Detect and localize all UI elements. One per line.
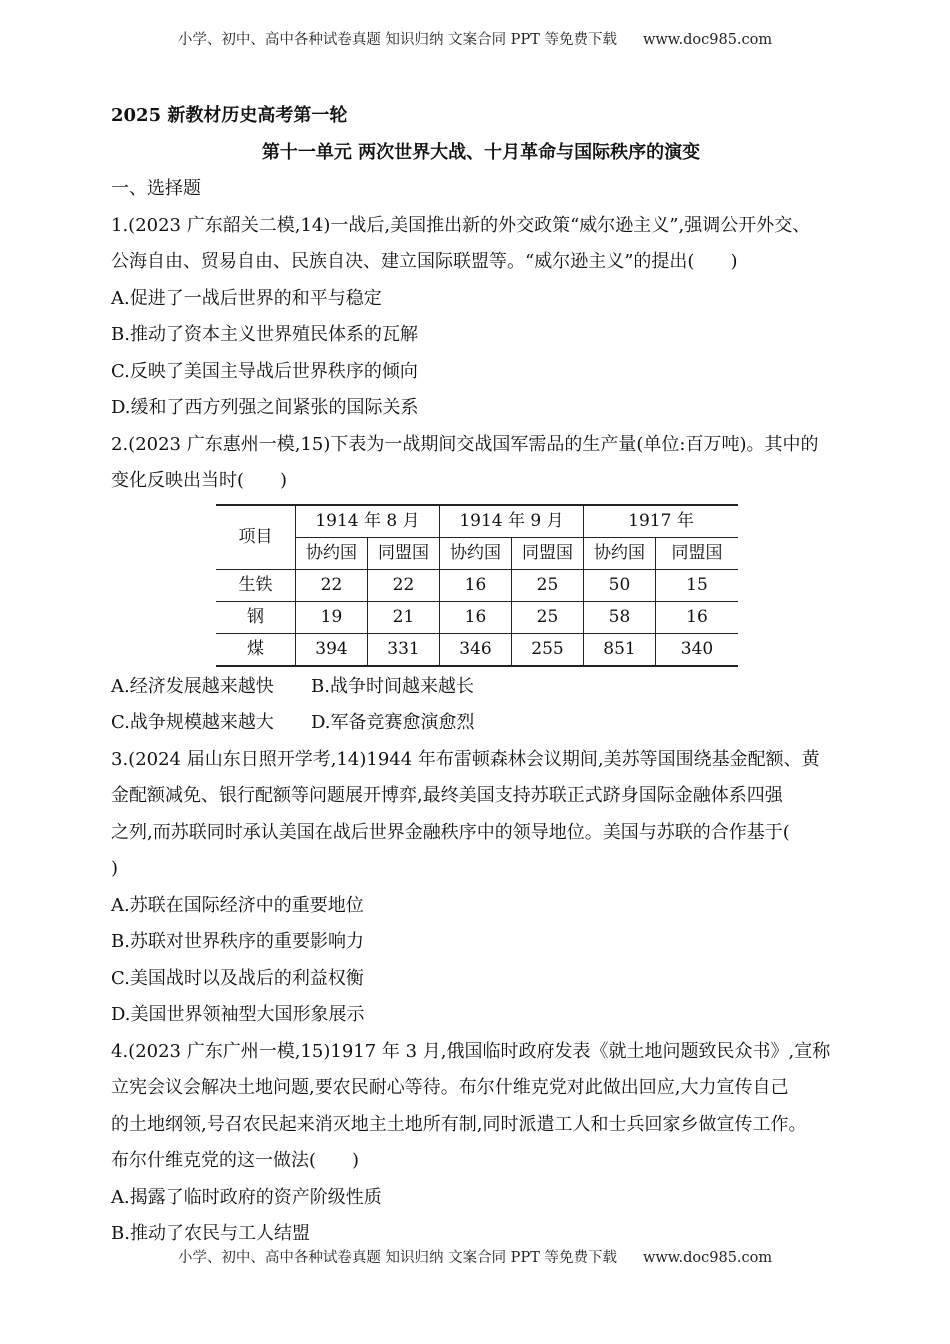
- question-4: [111, 1034, 851, 1253]
- row-label: 生铁: [216, 569, 296, 601]
- question-3: [111, 742, 851, 1034]
- series-title: 2025 新教材历史高考第一轮: [111, 105, 348, 126]
- question-stem-line: 变化反映出当时( ): [111, 470, 288, 491]
- option-c: C.美国战时以及战后的利益权衡: [111, 967, 364, 989]
- section-heading: 一、选择题: [111, 178, 201, 199]
- table-cell: 25: [512, 601, 584, 633]
- table-row: [216, 633, 738, 666]
- footer-site[interactable]: www.doc985.com: [642, 1250, 773, 1266]
- option-b: B.战争时间越来越长: [311, 675, 474, 697]
- option-b: B.推动了农民与工人结盟: [111, 1223, 310, 1244]
- question-stem-line: 之列,而苏联同时承认美国在战后世界金融秩序中的领导地位。美国与苏联的合作基于(: [111, 821, 790, 843]
- option-d: D.美国世界领袖型大国形象展示: [111, 1004, 365, 1025]
- side-header: 协约国: [584, 537, 656, 569]
- row-label: 钢: [216, 601, 296, 633]
- table-cell: 15: [656, 569, 739, 601]
- option-a: A.苏联在国际经济中的重要地位: [111, 894, 364, 916]
- table-cell: 22: [368, 569, 440, 601]
- question-stem-line: 2.(2023 广东惠州一模,15)下表为一战期间交战国军需品的生产量(单位:百万吨)。其中的: [111, 433, 819, 455]
- option-d: D.军备竞赛愈演愈烈: [311, 712, 475, 733]
- option-c: C.反映了美国主导战后世界秩序的倾向: [111, 360, 418, 382]
- table-row: [216, 569, 738, 601]
- unit-title: 第十一单元 两次世界大战、十月革命与国际秩序的演变: [261, 141, 701, 163]
- option-row: [111, 705, 851, 742]
- question-1: [111, 208, 851, 427]
- page-header: [0, 28, 950, 49]
- option-d: D.缓和了西方列强之间紧张的国际关系: [111, 397, 419, 418]
- option-a: A.经济发展越来越快: [111, 675, 274, 697]
- period-header: 1917 年: [584, 505, 739, 538]
- table-cell: 331: [368, 633, 440, 666]
- question-stem-line: 金配额减免、银行配额等问题展开博弈,最终美国支持苏联正式跻身国际金融体系四强: [111, 785, 783, 806]
- table-cell: 19: [296, 601, 368, 633]
- header-text: 小学、初中、高中各种试卷真题 知识归纳 文案合同 PPT 等免费下载: [177, 32, 617, 48]
- option-b: B.苏联对世界秩序的重要影响力: [111, 931, 364, 952]
- header-site[interactable]: www.doc985.com: [642, 32, 773, 48]
- option-c: C.战争规模越来越大: [111, 712, 274, 733]
- question-stem-line: 公海自由、贸易自由、民族自决、建立国际联盟等。“威尔逊主义”的提出( ): [111, 251, 738, 272]
- side-header: 同盟国: [656, 537, 739, 569]
- table-row: [216, 601, 738, 633]
- table-cell: 58: [584, 601, 656, 633]
- table-cell: 16: [440, 569, 512, 601]
- question-stem-line: 布尔什维克党的这一做法( ): [111, 1150, 360, 1171]
- question-2: [111, 427, 851, 742]
- option-row: [111, 669, 851, 706]
- row-label: 煤: [216, 633, 296, 666]
- table-cell: 16: [440, 601, 512, 633]
- period-header: 1914 年 8 月: [296, 505, 440, 538]
- option-a: A.促进了一战后世界的和平与稳定: [111, 287, 382, 309]
- table-cell: 22: [296, 569, 368, 601]
- side-header: 协约国: [440, 537, 512, 569]
- question-stem-line: 立宪会议会解决土地问题,要农民耐心等待。布尔什维克党对此做出回应,大力宣传自己: [111, 1077, 789, 1098]
- page-footer: [0, 1246, 950, 1267]
- table-cell: 16: [656, 601, 739, 633]
- side-header: 协约国: [296, 537, 368, 569]
- table-cell: 340: [656, 633, 739, 666]
- table-cell: 255: [512, 633, 584, 666]
- question-stem-line: 1.(2023 广东韶关二模,14)一战后,美国推出新的外交政策“威尔逊主义”,强调公开外交、: [111, 214, 811, 236]
- document-body: [111, 98, 851, 1253]
- option-a: A.揭露了临时政府的资产阶级性质: [111, 1186, 382, 1208]
- table-cell: 50: [584, 569, 656, 601]
- option-b: B.推动了资本主义世界殖民体系的瓦解: [111, 324, 418, 345]
- table-corner-header: 项目: [216, 505, 296, 570]
- period-header: 1914 年 9 月: [440, 505, 584, 538]
- table-cell: 21: [368, 601, 440, 633]
- question-stem-line: ): [111, 858, 119, 879]
- side-header: 同盟国: [512, 537, 584, 569]
- table-cell: 25: [512, 569, 584, 601]
- footer-text: 小学、初中、高中各种试卷真题 知识归纳 文案合同 PPT 等免费下载: [177, 1250, 617, 1266]
- production-table: [216, 504, 738, 667]
- question-stem-line: 4.(2023 广东广州一模,15)1917 年 3 月,俄国临时政府发表《就土地问题致民众书》,宣称: [111, 1040, 831, 1062]
- question-stem-line: 的土地纲领,号召农民起来消灭地主土地所有制,同时派遣工人和士兵回家乡做宣传工作。: [111, 1113, 807, 1135]
- table-cell: 851: [584, 633, 656, 666]
- side-header: 同盟国: [368, 537, 440, 569]
- question-stem-line: 3.(2024 届山东日照开学考,14)1944 年布雷顿森林会议期间,美苏等国围绕基金配额、黄: [111, 748, 820, 770]
- table-cell: 346: [440, 633, 512, 666]
- table-cell: 394: [296, 633, 368, 666]
